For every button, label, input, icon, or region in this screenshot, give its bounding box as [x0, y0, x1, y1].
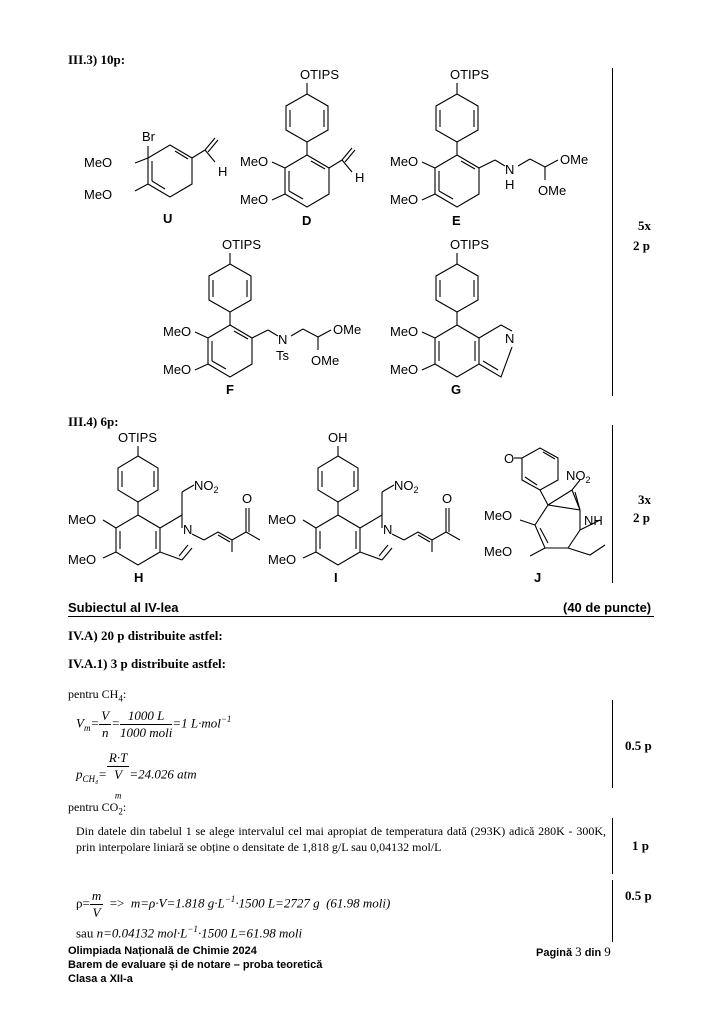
- score-divider: [612, 818, 613, 874]
- meo-label: MeO: [84, 155, 113, 170]
- section-title: III.4) 6p:: [68, 414, 119, 429]
- meo-label: MeO: [163, 362, 192, 377]
- meo-label: MeO: [390, 362, 419, 377]
- co2-label: pentru $CO_2$:: [68, 800, 127, 817]
- br-label: Br: [142, 129, 155, 144]
- ome-label: OMe: [311, 353, 340, 368]
- meo-label: MeO: [268, 552, 297, 567]
- meo-label: MeO: [390, 192, 419, 207]
- meo-label: MeO: [163, 324, 192, 339]
- compound-label: G: [451, 382, 462, 397]
- score-points: 2 p: [633, 510, 650, 525]
- section-title: III.3) 10p:: [68, 52, 126, 67]
- h-label: H: [218, 164, 228, 179]
- meo-label: MeO: [390, 154, 419, 169]
- otips-label: OTIPS: [450, 67, 490, 82]
- compound-label: F: [226, 382, 234, 397]
- n-label: N: [383, 522, 393, 537]
- ome-label: OMe: [538, 183, 567, 198]
- meo-label: MeO: [240, 154, 269, 169]
- co2-paragraph: Din datele din tabelul 1 se alege intervalul cel mai apropiat de temperatura dată (293K) adică 280K - 300K, prin interpolare liniară se obține o densitate de 1,818 g/L sau 0,04132 mol/L: [76, 824, 606, 854]
- part-a1-title: IV.A.1) 3 p distribuite astfel:: [68, 656, 226, 671]
- p-formula: $p_{CH_4}=$ R·T V $_m$ =24.026 atm: [76, 750, 197, 801]
- o-label: O: [442, 491, 453, 506]
- vm-formula: $V_m=$ $\frac{V}{n}$ = $\frac{1000 L}{\text{1000 moli}}$ =1 L·mol$^{-1}$: [76, 708, 232, 740]
- subject-underline: [68, 616, 654, 617]
- part-a-title: IV.A) 20 p distribuite astfel:: [68, 628, 223, 643]
- footer-line: Clasa a XII-a: [68, 973, 133, 985]
- oh-label: OH: [328, 430, 348, 445]
- footer-info: [68, 944, 322, 986]
- o-label: O: [504, 451, 515, 466]
- meo-label: MeO: [84, 187, 113, 202]
- footer-line: Olimpiada Națională de Chimie 2024: [68, 945, 257, 957]
- o-label: O: [242, 491, 253, 506]
- meo-label: MeO: [240, 192, 269, 207]
- n-label: N: [505, 331, 515, 346]
- score-points: 0.5 p: [625, 888, 652, 903]
- rho-formula: ρ= $\frac{m}{V}$ => m=ρ·V=1.818 $g\cdot L^{-1}\cdot 1500$ L=2727 g (61.98 moli): [76, 888, 391, 920]
- no2-label: $NO_2$: [566, 468, 591, 485]
- meo-label: MeO: [390, 324, 419, 339]
- compound-label: U: [163, 211, 173, 226]
- n-label: N: [278, 332, 288, 347]
- ts-label: Ts: [276, 348, 289, 363]
- otips-label: OTIPS: [450, 237, 490, 252]
- otips-label: OTIPS: [300, 67, 340, 82]
- meo-label: MeO: [484, 508, 513, 523]
- score-points: 1 p: [632, 838, 649, 853]
- score-multiplier: 3x: [638, 492, 651, 507]
- score-points: 0.5 p: [625, 738, 652, 753]
- h-label: H: [505, 177, 515, 192]
- compound-label: D: [302, 213, 312, 228]
- n-label: N: [505, 162, 515, 177]
- subject-title: Subiectul al IV-lea: [68, 600, 179, 615]
- compound-label: J: [534, 570, 542, 585]
- ome-label: OMe: [333, 322, 362, 337]
- ch4-label: pentru $CH_4$:: [68, 687, 127, 704]
- otips-label: OTIPS: [118, 430, 158, 445]
- no2-label: $NO_2$: [394, 478, 419, 495]
- no2-label: $NO_2$: [194, 478, 219, 495]
- subject-points: (40 de puncte): [563, 600, 652, 615]
- footer-line: Barem de evaluare și de notare – proba teoretică: [68, 959, 323, 971]
- meo-label: MeO: [484, 544, 513, 559]
- score-points: 2 p: [633, 238, 650, 253]
- compound-label: E: [452, 213, 461, 228]
- meo-label: MeO: [268, 512, 297, 527]
- sau-formula: sau n=0.04132 $mol\cdot L^{-1}\cdot 1500$ L=61.98 moli: [76, 924, 303, 941]
- compound-label: H: [134, 570, 144, 585]
- score-multiplier: 5x: [638, 218, 651, 233]
- nh-label: NH: [584, 513, 603, 528]
- meo-label: MeO: [68, 552, 97, 567]
- score-divider: [612, 880, 613, 942]
- n-label: N: [183, 522, 193, 537]
- compound-label: I: [334, 570, 338, 585]
- h-label: H: [355, 170, 365, 185]
- ome-label: OMe: [560, 152, 589, 167]
- otips-label: OTIPS: [222, 237, 262, 252]
- meo-label: MeO: [68, 512, 97, 527]
- score-divider: [612, 700, 613, 788]
- page-number: Pagină 3 din 9: [536, 944, 611, 959]
